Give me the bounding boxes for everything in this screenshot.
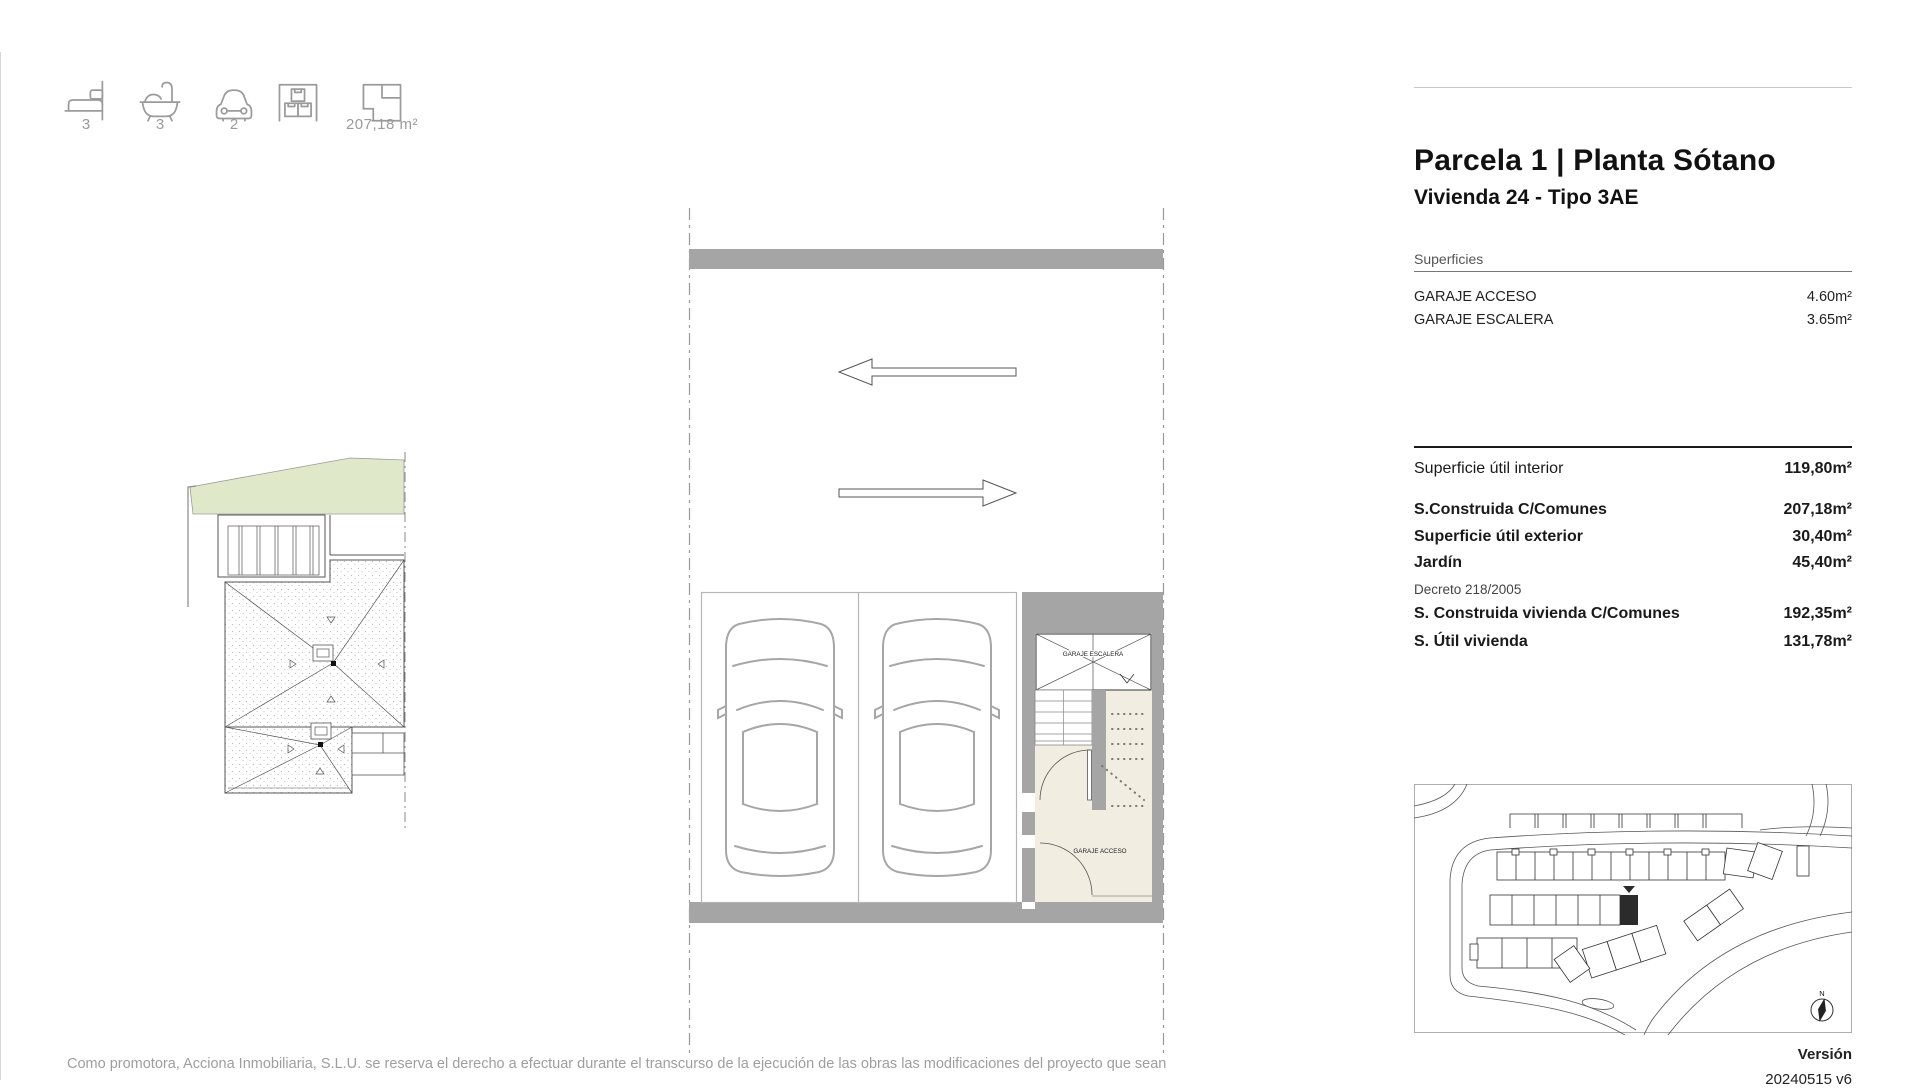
table-row: S.Construida C/Comunes 207,18m² bbox=[1414, 501, 1852, 518]
chimney bbox=[313, 645, 333, 661]
ramp-arrow-left bbox=[839, 359, 1016, 385]
top-wall-band bbox=[689, 249, 1163, 269]
door-leaf bbox=[1088, 750, 1092, 800]
table-row: Superficie útil exterior 30,40m² bbox=[1414, 528, 1852, 545]
car-left bbox=[718, 619, 842, 876]
table-row: Jardín 45,40m² bbox=[1414, 554, 1852, 571]
summary-divider bbox=[1414, 446, 1852, 448]
table-row: GARAJE ACCESO 4.60m² bbox=[1414, 289, 1852, 305]
main-roof bbox=[225, 560, 404, 727]
garden-strip bbox=[190, 458, 404, 514]
page-subtitle: Vivienda 24 - Tipo 3AE bbox=[1414, 186, 1639, 209]
bathrooms-count: 3 bbox=[155, 116, 165, 133]
garaje-escalera-label: GARAJE ESCALERA bbox=[1062, 651, 1124, 658]
page-left-border bbox=[0, 52, 1, 1080]
table-row: S. Útil vivienda 131,78m² bbox=[1414, 633, 1852, 650]
table-row: Superficie útil interior 119,80m² bbox=[1414, 460, 1852, 477]
pergola bbox=[218, 515, 325, 577]
superficies-heading: Superficies bbox=[1414, 251, 1484, 267]
version-label: Versión bbox=[1797, 1046, 1852, 1063]
built-area-value: 207,18 m² bbox=[345, 116, 419, 133]
page-title: Parcela 1 | Planta Sótano bbox=[1414, 144, 1776, 177]
lower-roof bbox=[225, 723, 352, 793]
footer-disclaimer: Como promotora, Acciona Inmobiliaria, S.L.U. se reserva el derecho a efectuar durante el transcurso de la ejecución de las obras las modificaciones del proyecto que sean bbox=[67, 1056, 1167, 1072]
highlighted-unit bbox=[1620, 895, 1638, 925]
bedrooms-count: 3 bbox=[81, 116, 91, 133]
version-value: 20240515 v6 bbox=[1765, 1071, 1852, 1088]
ramp-arrow-right bbox=[839, 480, 1016, 506]
panel-top-rule bbox=[1414, 87, 1852, 88]
compass-north-label: N bbox=[1819, 989, 1825, 998]
superficies-underline bbox=[1414, 271, 1852, 272]
table-row: GARAJE ESCALERA 3.65m² bbox=[1414, 312, 1852, 328]
decreto-note: Decreto 218/2005 bbox=[1414, 582, 1522, 597]
parking-count: 2 bbox=[229, 116, 239, 133]
table-row: S. Construida vivienda C/Comunes 192,35m² bbox=[1414, 605, 1852, 622]
chimney bbox=[311, 723, 331, 739]
roof-plan-drawing bbox=[180, 450, 420, 835]
car-right bbox=[875, 619, 999, 876]
garaje-acceso-label: GARAJE ACCESO bbox=[1073, 848, 1127, 855]
garage-stair-block bbox=[1022, 592, 1163, 909]
basement-floor-plan bbox=[680, 200, 1180, 1060]
bottom-wall-band bbox=[689, 902, 1163, 923]
site-location-map bbox=[1414, 784, 1852, 1035]
